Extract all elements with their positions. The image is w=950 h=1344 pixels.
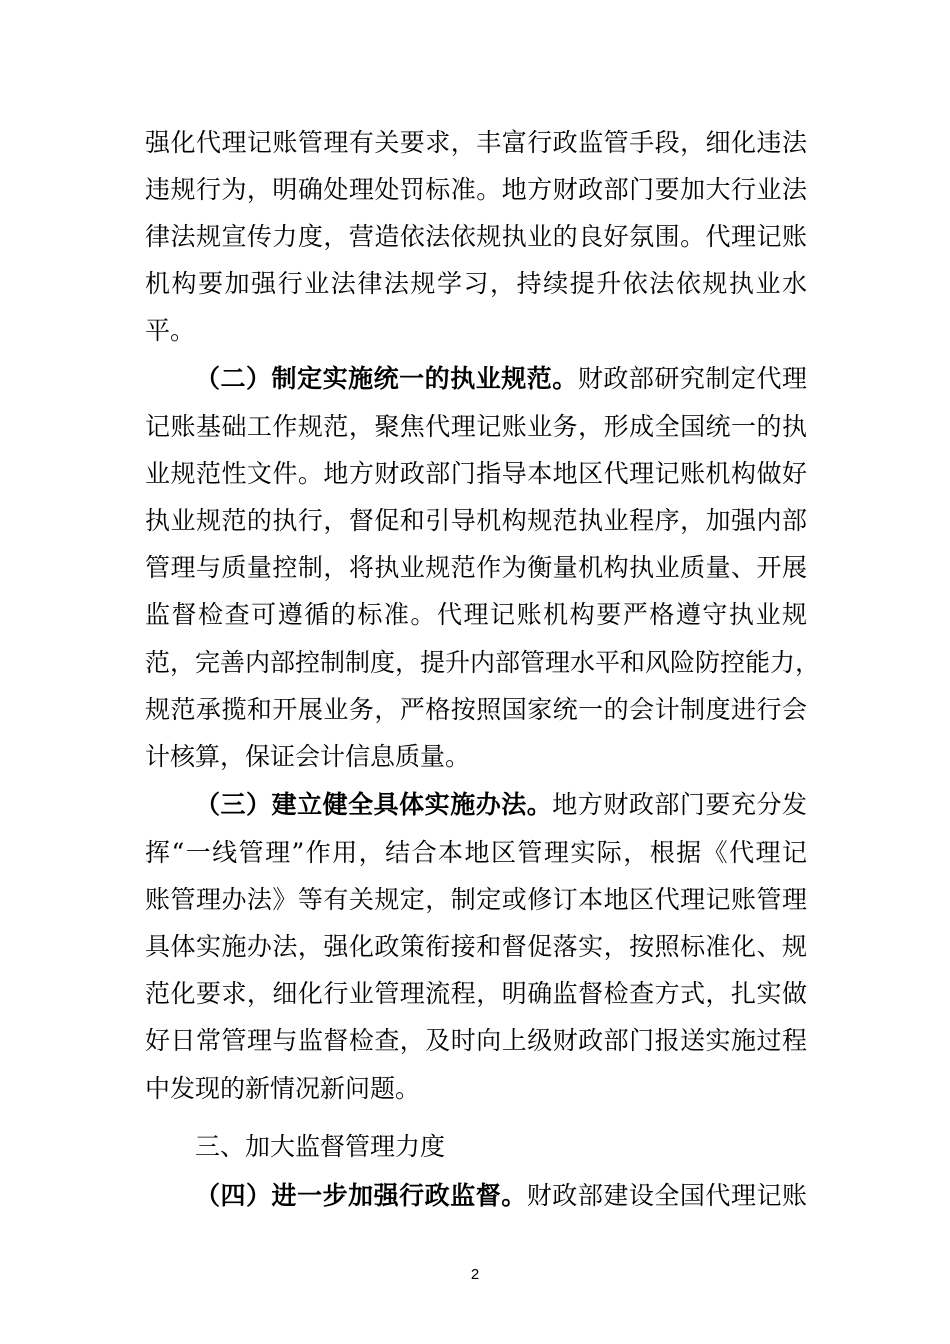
paragraph-line: 账管理办法》等有关规定，制定或修订本地区代理记账管理	[145, 885, 807, 914]
paragraph-line: 规范承揽和开展业务，严格按照国家统一的会计制度进行会	[145, 695, 807, 724]
paragraph-first-line	[195, 1173, 807, 1219]
paragraph-line: 计核算，保证会计信息质量。	[145, 742, 471, 771]
paragraph-line: 违规行为，明确处理处罚标准。地方财政部门要加大行业法	[145, 175, 807, 204]
paragraph-line: 记账基础工作规范，聚焦代理记账业务，形成全国统一的执	[145, 412, 807, 441]
page-number: 2	[470, 1266, 480, 1283]
paragraph-title: （三）建立健全具体实施办法。	[195, 790, 553, 819]
paragraph-text: 财政部研究制定代理	[577, 364, 807, 393]
paragraph-title: （二）制定实施统一的执业规范。	[195, 364, 578, 393]
paragraph-line: 挥“一线管理”作用，结合本地区管理实际，根据《代理记	[145, 838, 807, 867]
paragraph-text: 地方财政部门要充分发	[552, 790, 807, 819]
paragraph-text: 财政部建设全国代理记账	[526, 1181, 807, 1210]
paragraph-first-line	[195, 782, 807, 828]
paragraph-line: 业规范性文件。地方财政部门指导本地区代理记账机构做好	[145, 459, 807, 488]
paragraph-line: 强化代理记账管理有关要求，丰富行政监管手段，细化违法	[145, 128, 807, 157]
paragraph-line: 范，完善内部控制制度，提升内部管理水平和风险防控能力，	[145, 648, 821, 677]
paragraph-line: 监督检查可遵循的标准。代理记账机构要严格遵守执业规	[145, 600, 807, 629]
paragraph-line: 机构要加强行业法律法规学习，持续提升依法依规执业水	[145, 269, 807, 298]
paragraph-line: 执业规范的执行，督促和引导机构规范执业程序，加强内部	[145, 506, 807, 535]
paragraph-line: 好日常管理与监督检查，及时向上级财政部门报送实施过程	[145, 1026, 807, 1055]
paragraph-line: 范化要求，细化行业管理流程，明确监督检查方式，扎实做	[145, 979, 807, 1008]
paragraph-line: 平。	[145, 316, 196, 345]
paragraph-line: 律法规宣传力度，营造依法依规执业的良好氛围。代理记账	[145, 222, 807, 251]
paragraph-title: （四）进一步加强行政监督。	[195, 1181, 527, 1210]
paragraph-line: 中发现的新情况新问题。	[145, 1074, 421, 1103]
section-heading: 三、加大监督管理力度	[195, 1132, 446, 1161]
paragraph-line: 具体实施办法，强化政策衔接和督促落实，按照标准化、规	[145, 932, 807, 961]
paragraph-first-line	[195, 356, 807, 402]
paragraph-line: 管理与质量控制，将执业规范作为衡量机构执业质量、开展	[145, 553, 807, 582]
